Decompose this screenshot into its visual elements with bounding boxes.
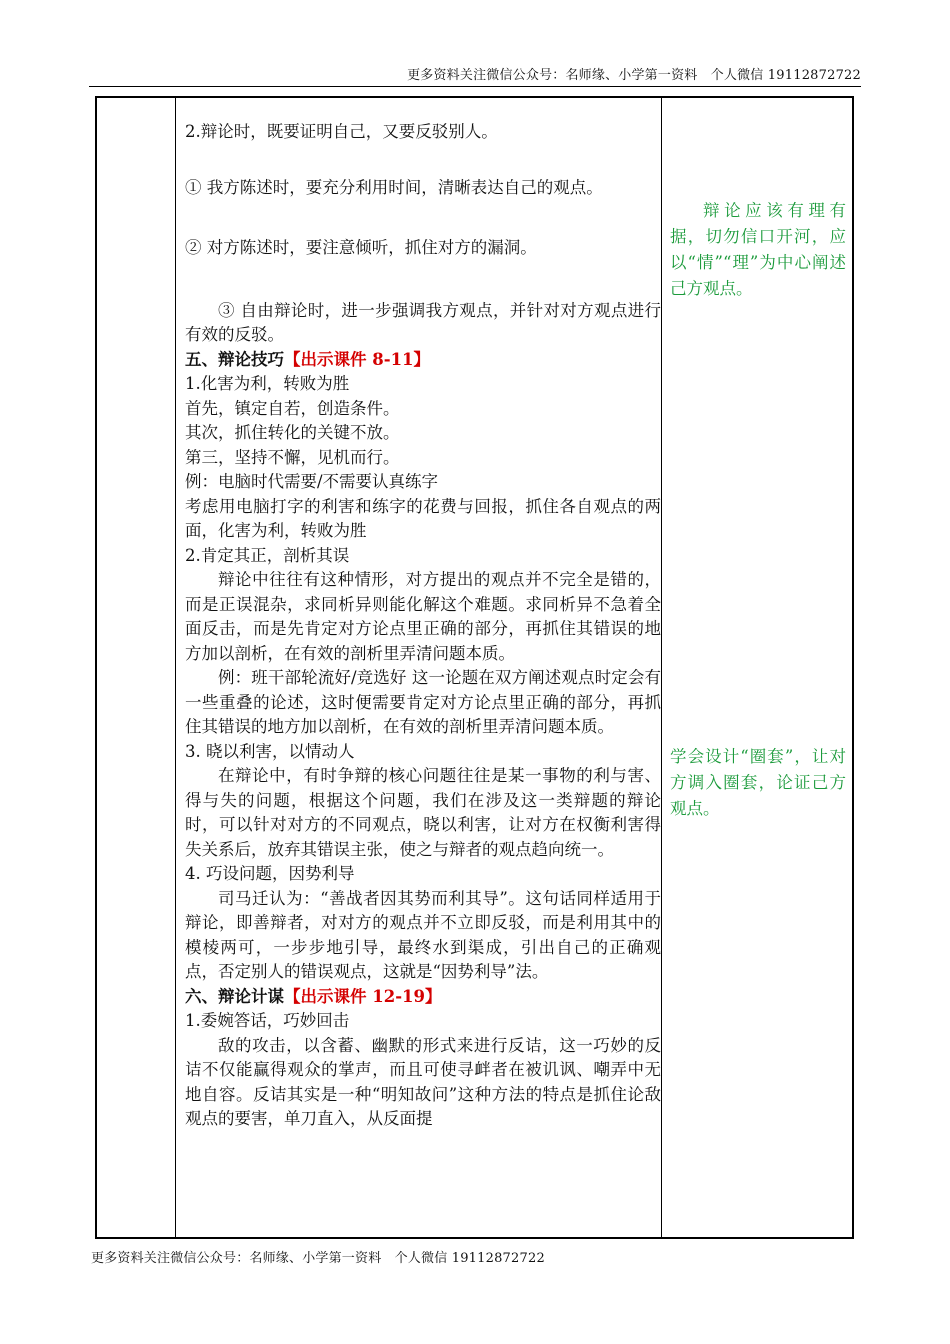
subheading: 1.委婉答话，巧妙回击 [185,1011,350,1030]
column-divider [661,98,662,1237]
example: 例：班干部轮流好/竞选好 这一论题在双方阐述观点时定会有一些重叠的论述，这时便需要肯定对方论点里正确的部分，再抓住其错误的地方加以剖析，在有效的剖析里弄清问题本质。 [185,668,661,736]
subheading: 3. 晓以利害，以情动人 [185,741,355,761]
paragraph: 2.辩论时，既要证明自己，又要反驳别人。 [185,122,498,141]
paragraph: 考虑用电脑打字的利害和练字的花费与回报，抓住各自观点的两面，化害为利，转败为胜 [185,496,661,540]
paragraph: 在辩论中，有时争辩的核心问题往往是某一事物的利与害、得与失的问题，根据这个问题，我们在涉及这一类辩题的辩论时，可以针对对方的不同观点，晓以利害，让对方在权衡利害得失关系后，放弃其错误主张，使之与辩者的观点趋向统一。 [185,766,661,859]
subheading: 2.肯定其正，剖析其误 [185,545,350,565]
paragraph: 第三，坚持不懈，见机而行。 [185,447,400,467]
section-heading [185,348,661,373]
paragraph: ② 对方陈述时，要注意倾听，抓住对方的漏洞。 [185,238,537,257]
heading-text: 六、辩论计谋 [185,986,284,1006]
page-footer: 更多资料关注微信公众号：名师缘、小学第一资料 个人微信 19112872722 [91,1251,545,1266]
courseware-hint: 【出示课件 12-19】 [284,986,442,1006]
column-divider [175,98,176,1237]
paragraph: 首先，镇定自若，创造条件。 [185,398,400,418]
paragraph: ③ 自由辩论时，进一步强调我方观点，并针对对方观点进行有效的反驳。 [185,300,661,344]
side-note: 学会设计“圈套”，让对方调入圈套，论证己方观点。 [670,747,846,818]
courseware-hint: 【出示课件 8-11】 [284,349,431,369]
lesson-content [185,120,661,1132]
subheading: 4. 巧设问题，因势利导 [185,864,355,883]
section-heading [185,985,661,1010]
subheading: 1.化害为利，转败为胜 [185,374,350,393]
paragraph: ① 我方陈述时，要充分利用时间，清晰表达自己的观点。 [185,177,603,197]
heading-text: 五、辩论技巧 [185,349,284,369]
header-rule [89,86,861,87]
paragraph: 其次，抓住转化的关键不放。 [185,423,400,442]
page-header: 更多资料关注微信公众号：名师缘、小学第一资料 个人微信 19112872722 [407,68,861,83]
example: 例：电脑时代需要/不需要认真练字 [185,472,439,491]
paragraph: 司马迁认为：“善战者因其势而利其导”。这句话同样适用于辩论，即善辩者，对对方的观点并不立即反驳，而是利用其中的模棱两可，一步步地引导，最终水到渠成，引出自己的正确观点，否定别人的错误观点，这就是“因势利导”法。 [185,888,661,981]
side-note: 辩论应该有理有据，切勿信口开河，应以“情”“理”为中心阐述己方观点。 [670,201,846,298]
paragraph: 敌的攻击，以含蓄、幽默的形式来进行反诘，这一巧妙的反诘不仅能赢得观众的掌声，而且可使寻衅者在被讥讽、嘲弄中无地自容。反诘其实是一种“明知故问”这种方法的特点是抓住论敌观点的要害，单刀直入，从反面提 [185,1035,661,1128]
paragraph: 辩论中往往有这种情形，对方提出的观点并不完全是错的，而是正误混杂，求同析异则能化解这个难题。求同析异不急着全面反击，而是先肯定对方论点里正确的部分，再抓住其错误的地方加以剖析，在有效的剖析里弄清问题本质。 [185,570,661,663]
